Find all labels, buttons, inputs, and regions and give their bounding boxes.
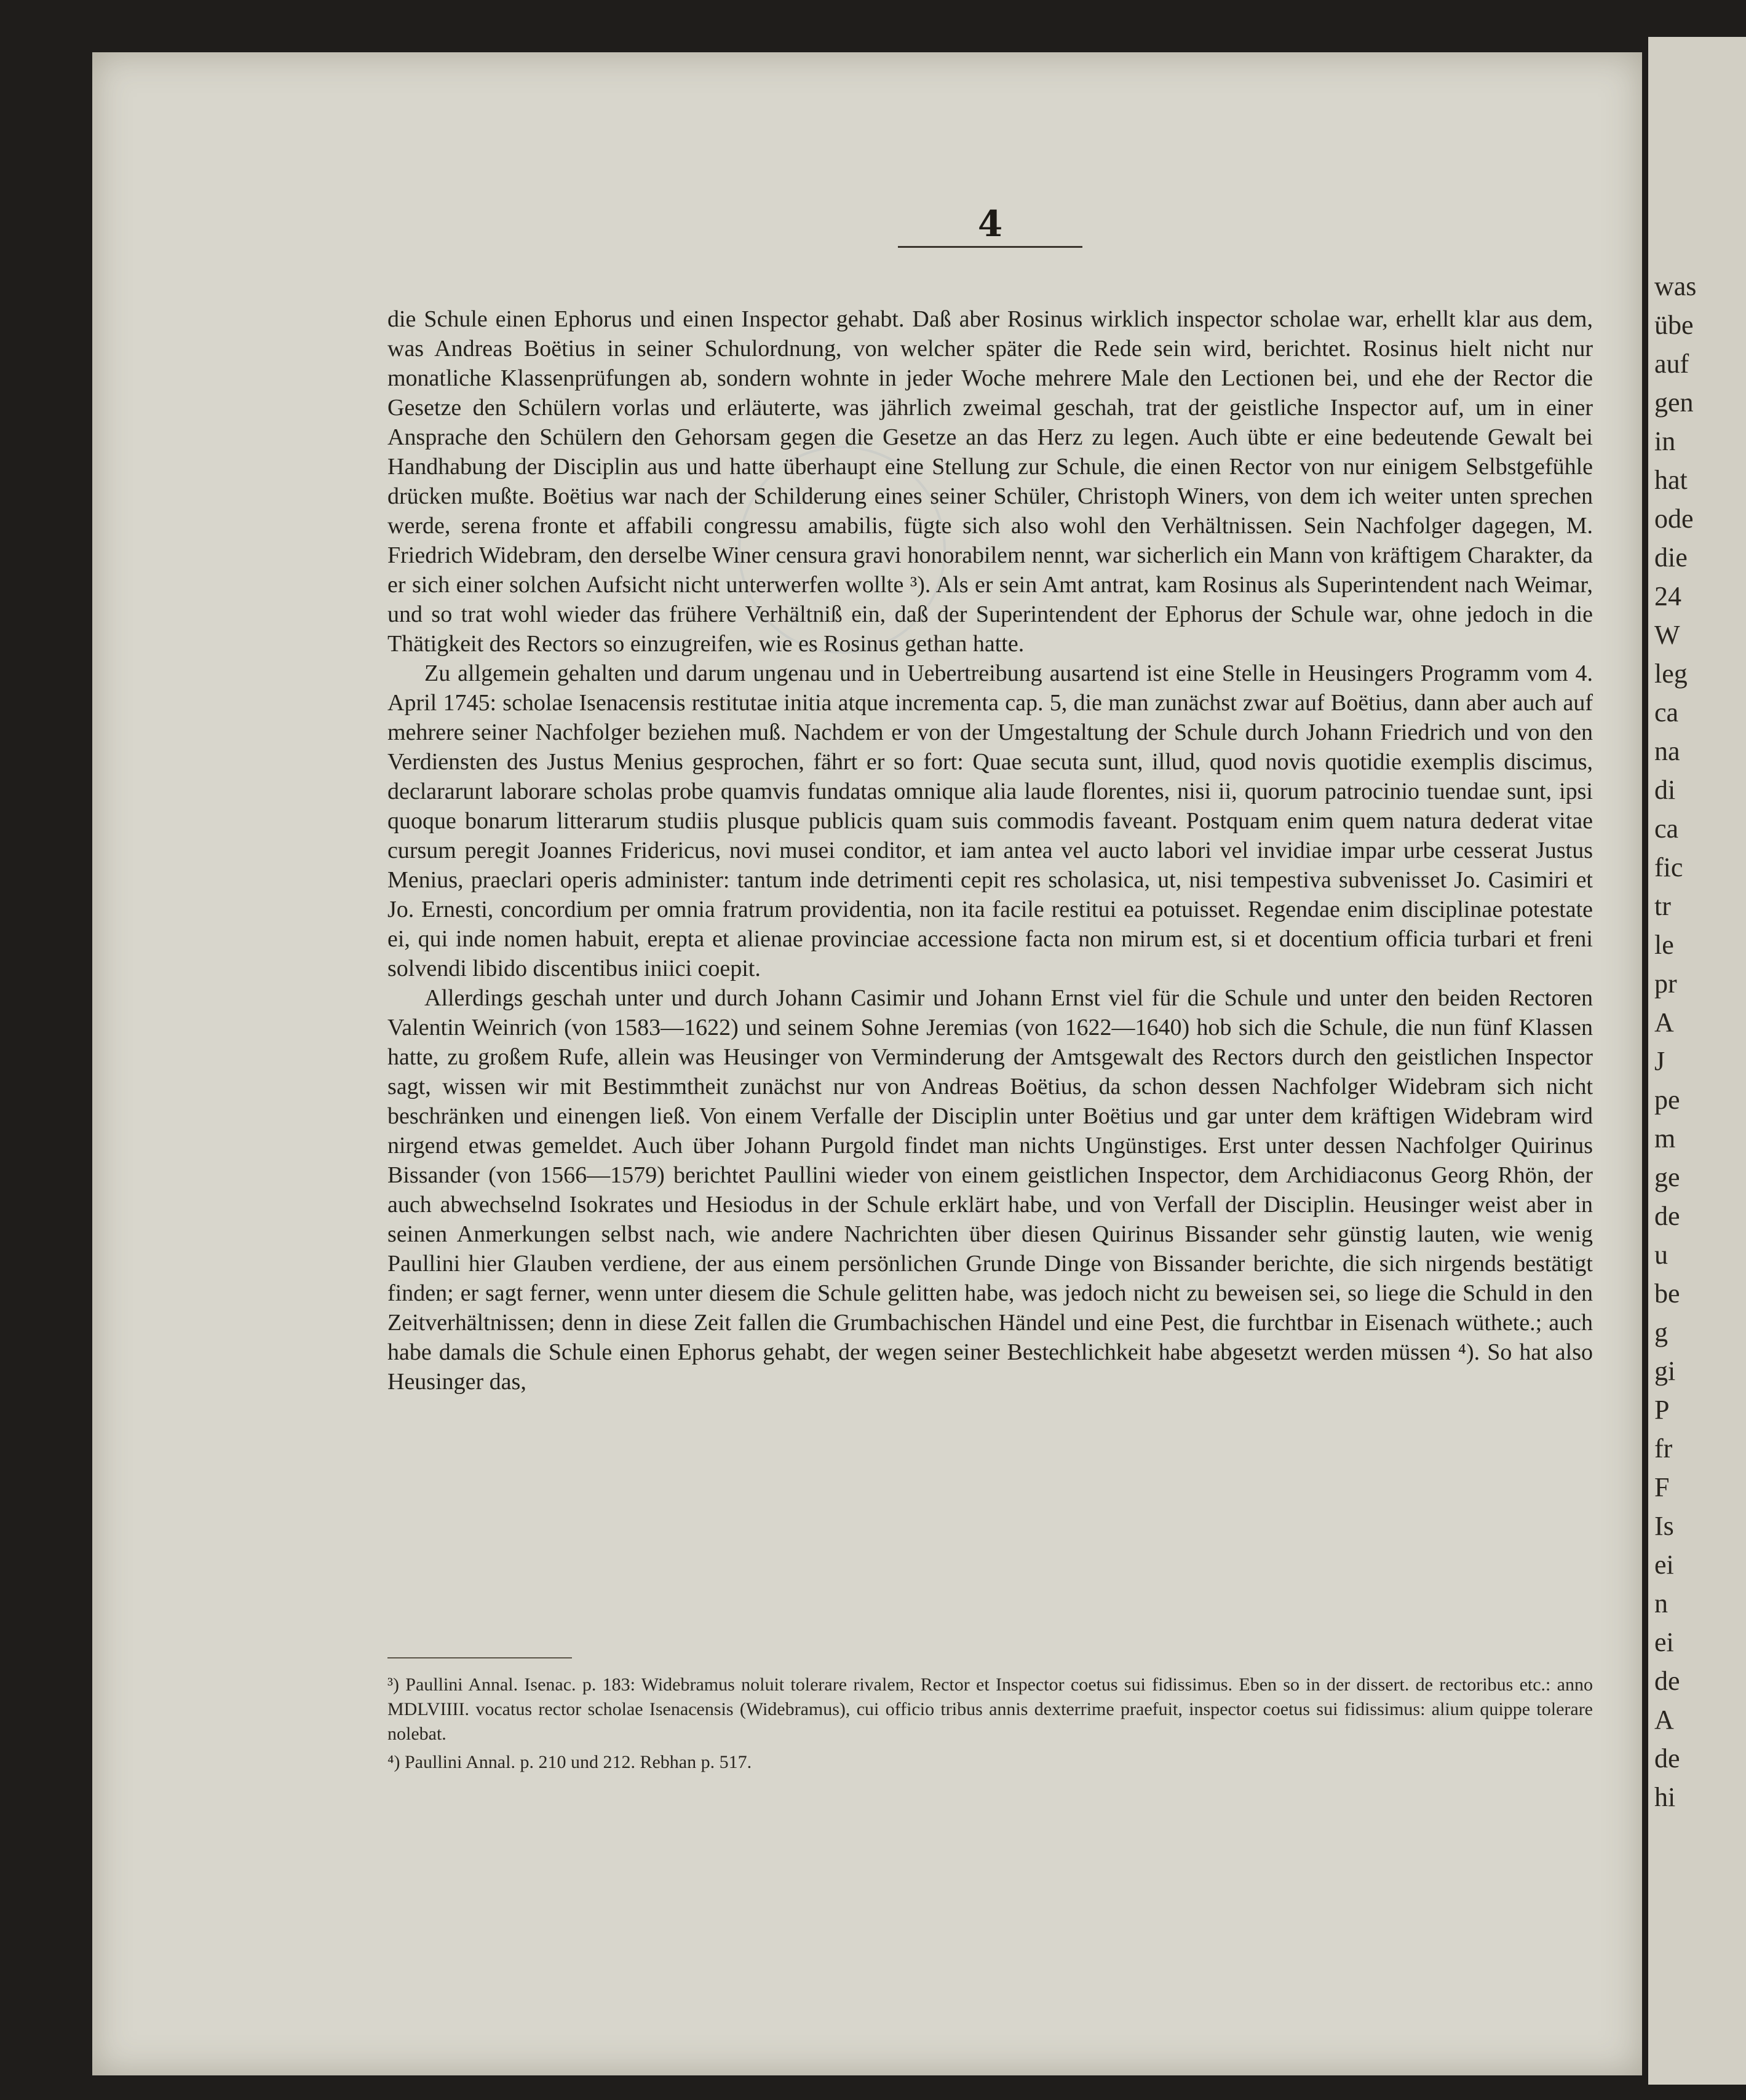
footnote-3: ³) Paullini Annal. Isenac. p. 183: Widebramus noluit tolerare rivalem, Rector et Inspector coetus sui fidissimus. Eben so in der dissert. de rectoribus etc.: anno MDLVIIII. vocatus rector scholae Isenacensis (Widebramus), cui officio tribus annis dexterrime praefuit, inspector coetus sui fidissimus: alium quippe tolerare nolebat. <box>387 1674 1593 1744</box>
adjacent-page-fragment: ca <box>1654 697 1679 727</box>
adjacent-page-fragment: ei <box>1654 1627 1674 1657</box>
adjacent-page-fragment: fr <box>1654 1433 1673 1464</box>
adjacent-page-fragment: die <box>1654 542 1688 573</box>
adjacent-page-fragment: hi <box>1654 1782 1676 1812</box>
body-text <box>387 304 1593 1397</box>
footnote-divider <box>387 1657 572 1658</box>
adjacent-page-fragment: was <box>1654 271 1697 301</box>
adjacent-page-fragment: gen <box>1654 387 1694 418</box>
footnote-4: ⁴) Paullini Annal. p. 210 und 212. Rebhan p. 517. <box>387 1752 752 1772</box>
adjacent-page-fragment: de <box>1654 1666 1680 1696</box>
document-page <box>92 52 1642 2075</box>
adjacent-page-fragment: pr <box>1654 969 1677 999</box>
paragraph-3: Allerdings geschah unter und durch Johann Casimir und Johann Ernst viel für die Schule und unter den beiden Rectoren Valentin Weinrich (von 1583—1622) und seinem Sohne Jeremias (von 1622—1640) hob sich die Schule, die nun fünf Klassen hatte, zu großem Rufe, allein was Heusinger von Verminderung der Amtsgewalt des Rectors durch den geistlichen Inspector sagt, wissen wir mit Bestimmtheit zunächst nur von Andreas Boëtius, da schon dessen Nachfolger Widebram sich nicht beschränken und einengen ließ. Von einem Verfalle der Disciplin unter Boëtius und gar unter dem kräftigen Widebram wird nirgend etwas gemeldet. Auch über Johann Purgold findet man nichts Ungünstiges. Erst unter dessen Nachfolger Quirinus Bissander (von 1566—1579) berichtet Paullini wieder von einem geistlichen Inspector, dem Archidiaconus Georg Rhön, der auch abwechselnd Isokrates und Hesiodus in der Schule erklärt habe, und von Verfall der Disciplin. Heusinger weist aber in seinen Anmerkungen selbst nach, wie andere Nachrichten über diesen Quirinus Bissander sehr günstig lauten, wie wenig Paullini hier Glauben verdiene, der aus einem persönlichen Grunde Dinge von Bissander berichte, die sich nirgends bestätigt finden; er sagt ferner, wenn unter diesem die Schule gelitten habe, was jedoch nicht zu beweisen sei, so liege die Schuld in den Zeitverhältnissen; denn in diese Zeit fallen die Grumbachischen Händel und eine Pest, die furchtbar in Eisenach wüthete.; auch habe damals die Schule einen Ephorus gehabt, der wegen seiner Bestechlichkeit habe abgesetzt werden müssen ⁴). So hat also Heusinger das, <box>387 985 1593 1395</box>
adjacent-page-fragment: auf <box>1654 349 1689 379</box>
footnotes <box>387 1673 1593 1778</box>
adjacent-page-fragment: m <box>1654 1123 1676 1154</box>
adjacent-page-fragment: di <box>1654 775 1676 805</box>
paragraph-2: Zu allgemein gehalten und darum ungenau und in Uebertreibung ausartend ist eine Stelle in Heusingers Programm vom 4. April 1745: scholae Isenacensis restitutae initia atque incrementa cap. 5, die man zunächst zwar auf Boëtius, dann aber auch auf mehrere seiner Nachfolger beziehen muß. Nachdem er von der Umgestaltung der Schule durch Johann Friedrich und von den Verdiensten des Justus Menius gesprochen, fährt er so fort: Quae secuta sunt, illud, quod novis quotidie exemplis discimus, declararunt laborare scholas probe quamvis fundatas omnique alia laude florentes, nisi ii, quorum patrocinio tuendae sunt, ipsi quoque bonarum litterarum studiis plusque publicis quam suis commodis faveant. Postquam enim quem natura dederat vitae cursum peregit Joannes Fridericus, novi musei conditor, et iam antea vel aucto labori vel invidiae impar urbe cesserat Justus Menius, praeclari operis administer: tantum inde detrimenti cepit res scholasica, ut, nisi tempestiva subvenisset Jo. Casimiri et Jo. Ernesti, concordium per omnia fratrum providentia, non ita facile restitui ea potuisset. Regendae enim disciplinae potestate ei, qui inde nomen habuit, erepta et alienae provinciae accessione facta non mirum est, si et docentium officia turbari et freni solvendi libido discentibus iniici coepit. <box>387 660 1593 981</box>
adjacent-page-edge <box>1648 37 1746 2085</box>
adjacent-page-fragment: de <box>1654 1201 1680 1231</box>
adjacent-page-fragment: 24 <box>1654 581 1681 611</box>
adjacent-page-fragment: pe <box>1654 1085 1680 1115</box>
adjacent-page-fragment: le <box>1654 930 1674 960</box>
paragraph-1: die Schule einen Ephorus und einen Inspector gehabt. Daß aber Rosinus wirklich inspector scholae war, erhellt klar aus dem, was Andreas Boëtius in seiner Schulordnung, von welcher später die Rede sein wird, berichtet. Rosinus hielt nicht nur monatliche Klassenprüfungen ab, sondern wohnte in jeder Woche mehrere Male den Lectionen bei, und ehe der Rector die Gesetze den Schülern vorlas und erläuterte, was jährlich zweimal geschah, trat der geistliche Inspector auf, um in einer Ansprache den Schülern den Gehorsam gegen die Gesetze an das Herz zu legen. Auch übte er eine bedeutende Gewalt bei Handhabung der Disciplin aus und hatte überhaupt eine Stellung zur Schule, die einen Rector von nur einigem Selbstgefühle drücken mußte. Boëtius war nach der Schilderung eines seiner Schüler, Christoph Winers, von dem ich weiter unten sprechen werde, serena fronte et affabili congressu amabilis, fügte sich also wohl den Verhältnissen. Sein Nachfolger dagegen, M. Friedrich Widebram, den derselbe Winer censura gravi honorabilem nennt, war sicherlich ein Mann von kräftigem Charakter, da er sich einer solchen Aufsicht nicht unterwerfen wollte ³). Als er sein Amt antrat, kam Rosinus als Superintendent nach Weimar, und so trat wohl wieder das frühere Verhältniß ein, daß der Superintendent der Ephorus der Schule war, ohne jedoch in die Thätigkeit des Rectors so einzugreifen, wie es Rosinus gethan hatte. <box>387 306 1593 657</box>
adjacent-page-fragment: fic <box>1654 852 1683 882</box>
adjacent-page-fragment: W <box>1654 620 1680 650</box>
adjacent-page-fragment: ca <box>1654 814 1679 844</box>
adjacent-page-fragment: gi <box>1654 1356 1676 1386</box>
adjacent-page-fragment: ode <box>1654 504 1694 534</box>
adjacent-page-fragment: A <box>1654 1007 1674 1037</box>
adjacent-page-fragment: n <box>1654 1588 1668 1619</box>
adjacent-page-fragment: A <box>1654 1705 1674 1735</box>
adjacent-page-fragment: u <box>1654 1240 1668 1270</box>
adjacent-page-fragment: na <box>1654 736 1680 766</box>
adjacent-page-fragment: P <box>1654 1395 1670 1425</box>
adjacent-page-fragment: in <box>1654 426 1676 456</box>
adjacent-page-fragment: übe <box>1654 310 1694 340</box>
adjacent-page-fragment: F <box>1654 1472 1670 1502</box>
adjacent-page-fragment: ei <box>1654 1550 1674 1580</box>
adjacent-page-fragment: g <box>1654 1317 1668 1347</box>
adjacent-page-fragment: Is <box>1654 1511 1674 1541</box>
adjacent-page-fragment: be <box>1654 1278 1680 1309</box>
adjacent-page-fragment: leg <box>1654 659 1688 689</box>
adjacent-page-fragment: hat <box>1654 465 1688 495</box>
adjacent-page-fragment: tr <box>1654 891 1671 921</box>
page-number: 4 <box>977 203 1003 245</box>
adjacent-page-fragment: J <box>1654 1046 1665 1076</box>
adjacent-page-fragment: ge <box>1654 1162 1680 1192</box>
page-number-rule <box>898 246 1082 248</box>
adjacent-page-fragment: de <box>1654 1743 1680 1773</box>
